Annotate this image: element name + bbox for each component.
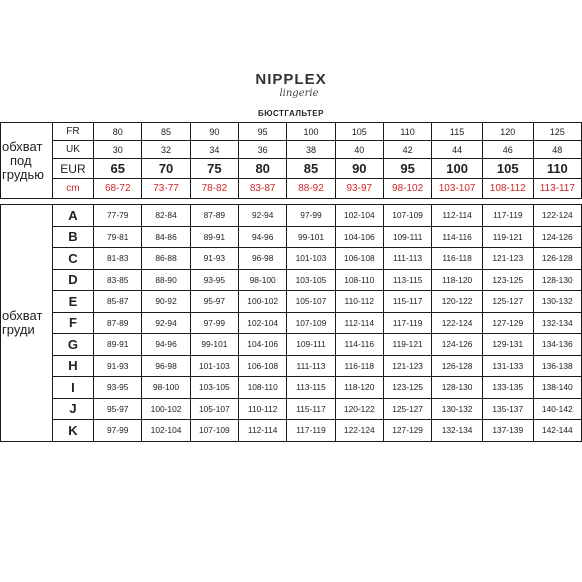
bust-range-cell: 102-104 [142,420,190,442]
size-value-cell: 125 [533,123,581,141]
size-value-cell: 105 [335,123,383,141]
bust-range-cell: 118-120 [335,377,383,399]
bust-range-cell: 79-81 [94,226,142,248]
size-value-cell: 90 [190,123,238,141]
size-value-cell: 65 [94,159,142,179]
bust-range-cell: 124-126 [432,334,483,356]
bust-range-cell: 115-117 [287,398,335,420]
size-value-cell: 110 [383,123,431,141]
bust-range-cell: 112-114 [335,312,383,334]
cup-row [1,312,582,334]
cup-row [1,398,582,420]
bust-range-cell: 122-124 [335,420,383,442]
bust-range-cell: 112-114 [239,420,287,442]
bust-range-cell: 89-91 [190,226,238,248]
bust-range-cell: 140-142 [533,398,581,420]
bust-range-cell: 87-89 [190,205,238,227]
bust-range-cell: 82-84 [142,205,190,227]
bust-range-cell: 98-100 [142,377,190,399]
size-value-cell: 46 [482,141,533,159]
bust-range-cell: 97-99 [94,420,142,442]
brand-name: NIPPLEX [255,71,327,88]
bust-range-cell: 118-120 [432,269,483,291]
bust-range-cell: 123-125 [482,269,533,291]
size-system-label: UK [52,141,93,159]
bust-range-cell: 112-114 [432,205,483,227]
brand-logo [0,72,582,100]
bust-range-cell: 90-92 [142,291,190,313]
bust-range-cell: 99-101 [190,334,238,356]
bust-range-cell: 103-105 [287,269,335,291]
bust-range-cell: 103-105 [190,377,238,399]
bust-range-cell: 91-93 [94,355,142,377]
size-value-cell: 120 [482,123,533,141]
cup-row [1,377,582,399]
bust-range-cell: 114-116 [335,334,383,356]
bust-range-cell: 120-122 [432,291,483,313]
bust-range-cell: 93-95 [94,377,142,399]
bust-range-cell: 130-132 [533,291,581,313]
cup-row [1,355,582,377]
bust-range-cell: 113-115 [287,377,335,399]
cup-letter: G [52,334,93,356]
bust-range-cell: 117-119 [482,205,533,227]
bust-range-cell: 104-106 [335,226,383,248]
bust-range-cell: 116-118 [432,248,483,270]
size-value-cell: 30 [94,141,142,159]
size-value-cell: 100 [287,123,335,141]
bust-range-cell: 138-140 [533,377,581,399]
bust-range-cell: 98-100 [239,269,287,291]
bust-range-cell: 137-139 [482,420,533,442]
bust-range-cell: 92-94 [142,312,190,334]
size-system-label: EUR [52,159,93,179]
bust-range-cell: 133-135 [482,377,533,399]
size-chart-table [0,122,582,442]
size-value-cell: 38 [287,141,335,159]
bust-range-cell: 130-132 [432,398,483,420]
bust-range-cell: 95-97 [94,398,142,420]
size-value-cell: 113-117 [533,179,581,199]
size-value-cell: 68-72 [94,179,142,199]
bust-range-cell: 106-108 [239,355,287,377]
bust-range-cell: 127-129 [482,312,533,334]
bust-range-cell: 124-126 [533,226,581,248]
cup-row [1,269,582,291]
bust-range-cell: 102-104 [335,205,383,227]
bust-range-cell: 94-96 [239,226,287,248]
cup-letter: F [52,312,93,334]
bust-range-cell: 111-113 [383,248,431,270]
size-value-cell: 90 [335,159,383,179]
size-value-cell: 70 [142,159,190,179]
cup-letter: B [52,226,93,248]
bust-range-cell: 120-122 [335,398,383,420]
bust-label: обхват груди [1,205,53,442]
bust-range-cell: 131-133 [482,355,533,377]
size-value-cell: 80 [239,159,287,179]
bust-range-cell: 132-134 [533,312,581,334]
bust-range-cell: 127-129 [383,420,431,442]
bust-range-cell: 126-128 [533,248,581,270]
bust-range-cell: 117-119 [287,420,335,442]
bust-range-cell: 86-88 [142,248,190,270]
size-value-cell: 48 [533,141,581,159]
bust-range-cell: 96-98 [142,355,190,377]
cup-row [1,248,582,270]
bust-range-cell: 87-89 [94,312,142,334]
bust-range-cell: 101-103 [190,355,238,377]
bust-range-cell: 101-103 [287,248,335,270]
bust-range-cell: 109-111 [383,226,431,248]
cup-row [1,420,582,442]
bust-range-cell: 97-99 [190,312,238,334]
size-value-cell: 93-97 [335,179,383,199]
size-value-cell: 40 [335,141,383,159]
bust-range-cell: 89-91 [94,334,142,356]
bust-range-cell: 97-99 [287,205,335,227]
cup-letter: D [52,269,93,291]
bust-range-cell: 99-101 [287,226,335,248]
size-value-cell: 110 [533,159,581,179]
size-value-cell: 100 [432,159,483,179]
bust-range-cell: 121-123 [482,248,533,270]
bust-range-cell: 84-86 [142,226,190,248]
cup-row [1,205,582,227]
cup-letter: K [52,420,93,442]
size-value-cell: 95 [239,123,287,141]
bust-range-cell: 91-93 [190,248,238,270]
size-value-cell: 36 [239,141,287,159]
bust-range-cell: 83-85 [94,269,142,291]
bust-range-cell: 122-124 [432,312,483,334]
size-row-eur [1,159,582,179]
bust-range-cell: 110-112 [239,398,287,420]
size-value-cell: 105 [482,159,533,179]
size-system-label: cm [52,179,93,199]
cup-row [1,226,582,248]
bust-range-cell: 94-96 [142,334,190,356]
bust-range-cell: 102-104 [239,312,287,334]
size-value-cell: 108-112 [482,179,533,199]
bust-range-cell: 104-106 [239,334,287,356]
bust-range-cell: 128-130 [432,377,483,399]
cup-letter: I [52,377,93,399]
size-row-cm [1,179,582,199]
size-value-cell: 32 [142,141,190,159]
bust-range-cell: 136-138 [533,355,581,377]
bust-range-cell: 109-111 [287,334,335,356]
bust-range-cell: 107-109 [383,205,431,227]
size-value-cell: 34 [190,141,238,159]
bust-range-cell: 96-98 [239,248,287,270]
cup-letter: A [52,205,93,227]
bust-range-cell: 105-107 [190,398,238,420]
bust-range-cell: 113-115 [383,269,431,291]
bust-range-cell: 108-110 [335,269,383,291]
bust-range-cell: 105-107 [287,291,335,313]
bust-range-cell: 115-117 [383,291,431,313]
bust-range-cell: 119-121 [482,226,533,248]
bust-range-cell: 107-109 [190,420,238,442]
cup-letter: H [52,355,93,377]
bust-range-cell: 106-108 [335,248,383,270]
size-value-cell: 95 [383,159,431,179]
bust-range-cell: 126-128 [432,355,483,377]
bust-range-cell: 81-83 [94,248,142,270]
cup-row [1,334,582,356]
size-system-label: FR [52,123,93,141]
size-value-cell: 98-102 [383,179,431,199]
bust-range-cell: 116-118 [335,355,383,377]
cup-letter: E [52,291,93,313]
bust-range-cell: 100-102 [239,291,287,313]
bust-range-cell: 100-102 [142,398,190,420]
size-value-cell: 88-92 [287,179,335,199]
size-value-cell: 83-87 [239,179,287,199]
bust-range-cell: 92-94 [239,205,287,227]
size-value-cell: 85 [142,123,190,141]
size-value-cell: 80 [94,123,142,141]
bust-range-cell: 125-127 [482,291,533,313]
size-value-cell: 78-82 [190,179,238,199]
bust-range-cell: 122-124 [533,205,581,227]
size-value-cell: 75 [190,159,238,179]
bust-range-cell: 77-79 [94,205,142,227]
size-value-cell: 115 [432,123,483,141]
bust-range-cell: 93-95 [190,269,238,291]
bust-range-cell: 111-113 [287,355,335,377]
bust-range-cell: 114-116 [432,226,483,248]
bust-range-cell: 123-125 [383,377,431,399]
bust-range-cell: 88-90 [142,269,190,291]
bust-range-cell: 132-134 [432,420,483,442]
brand-subtitle: lingerie [279,88,319,99]
bust-range-cell: 128-130 [533,269,581,291]
size-value-cell: 73-77 [142,179,190,199]
cup-letter: J [52,398,93,420]
bust-range-cell: 110-112 [335,291,383,313]
size-value-cell: 103-107 [432,179,483,199]
bust-range-cell: 85-87 [94,291,142,313]
bust-range-cell: 135-137 [482,398,533,420]
cup-letter: C [52,248,93,270]
bust-range-cell: 117-119 [383,312,431,334]
bust-range-cell: 95-97 [190,291,238,313]
table-title: БЮСТГАЛЬТЕР [258,109,324,118]
bust-range-cell: 125-127 [383,398,431,420]
bust-range-cell: 134-136 [533,334,581,356]
size-value-cell: 85 [287,159,335,179]
bust-range-cell: 129-131 [482,334,533,356]
bust-range-cell: 121-123 [383,355,431,377]
size-value-cell: 42 [383,141,431,159]
size-row-fr [1,123,582,141]
bust-range-cell: 119-121 [383,334,431,356]
underbust-label: обхват под грудью [1,123,53,199]
size-value-cell: 44 [432,141,483,159]
bust-range-cell: 107-109 [287,312,335,334]
bust-range-cell: 108-110 [239,377,287,399]
cup-row [1,291,582,313]
bust-range-cell: 142-144 [533,420,581,442]
size-row-uk [1,141,582,159]
